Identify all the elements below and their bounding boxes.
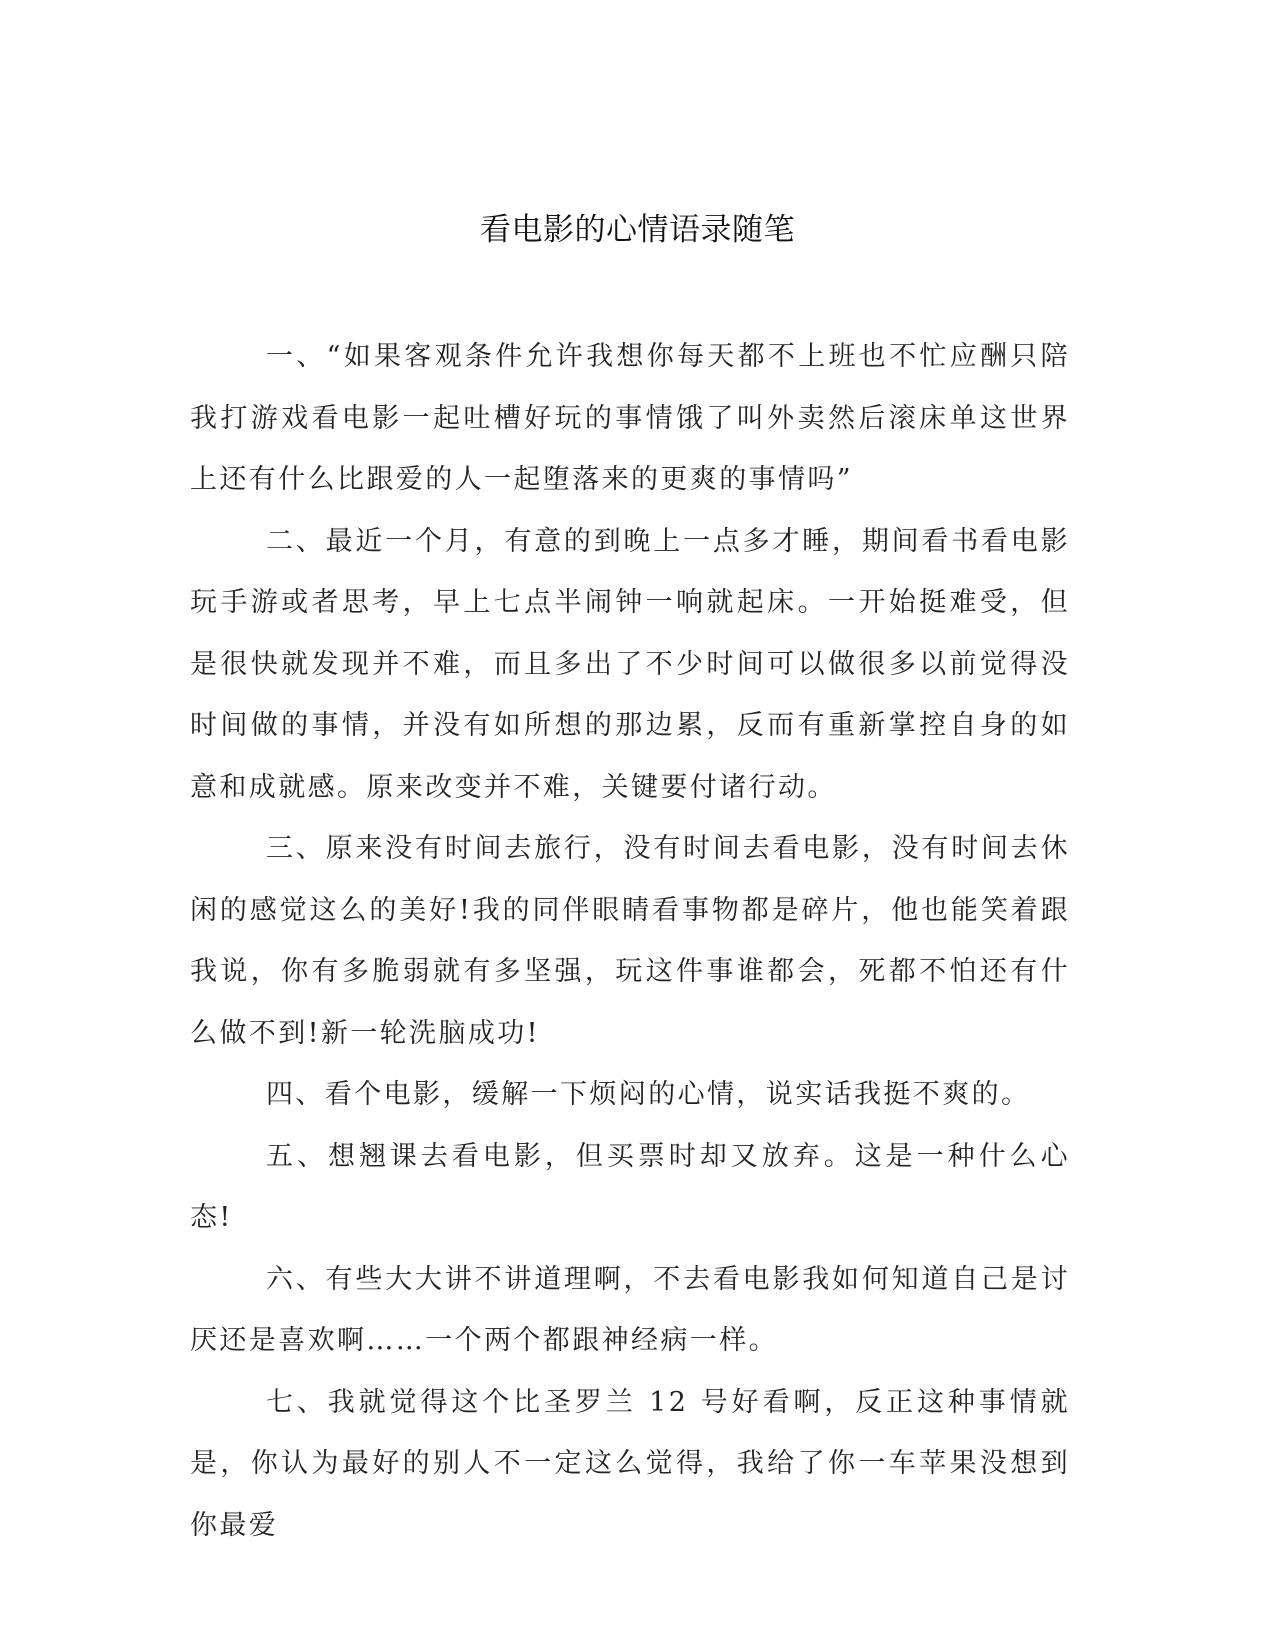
paragraph-1: 一、“如果客观条件允许我想你每天都不上班也不忙应酬只陪我打游戏看电影一起吐槽好玩的事情饿了叫外卖然后滚床单这世界上还有什么比跟爱的人一起堕落来的更爽的事情吗” [190,341,1070,495]
document-title: 看电影的心情语录随笔 [480,212,795,248]
paragraph-4: 四、看个电影，缓解一下烦闷的心情，说实话我挺不爽的。 [266,1079,1031,1110]
document-body [190,326,1070,1556]
paragraph-5: 五、想翘课去看电影，但买票时却又放弃。这是一种什么心态! [190,1140,1070,1233]
paragraph-6: 六、有些大大讲不讲道理啊，不去看电影我如何知道自己是讨厌还是喜欢啊……一个两个都跟神经病一样。 [190,1263,1070,1356]
paragraph-7: 七、我就觉得这个比圣罗兰 12 号好看啊，反正这种事情就是，你认为最好的别人不一定这么觉得，我给了你一车苹果没想到你最爱 [190,1386,1070,1541]
paragraph-3: 三、原来没有时间去旅行，没有时间去看电影，没有时间去休闲的感觉这么的美好!我的同伴眼睛看事物都是碎片，他也能笑着跟我说，你有多脆弱就有多坚强，玩这件事谁都会，死都不怕还有什么做不到!新一轮洗脑成功! [190,833,1070,1049]
paragraph-2: 二、最近一个月，有意的到晚上一点多才睡，期间看书看电影玩手游或者思考，早上七点半闹钟一响就起床。一开始挺难受，但是很快就发现并不难，而且多出了不少时间可以做很多以前觉得没时间做的事情，并没有如所想的那边累，反而有重新掌控自身的如意和成就感。原来改变并不难，关键要付诸行动。 [190,525,1070,803]
